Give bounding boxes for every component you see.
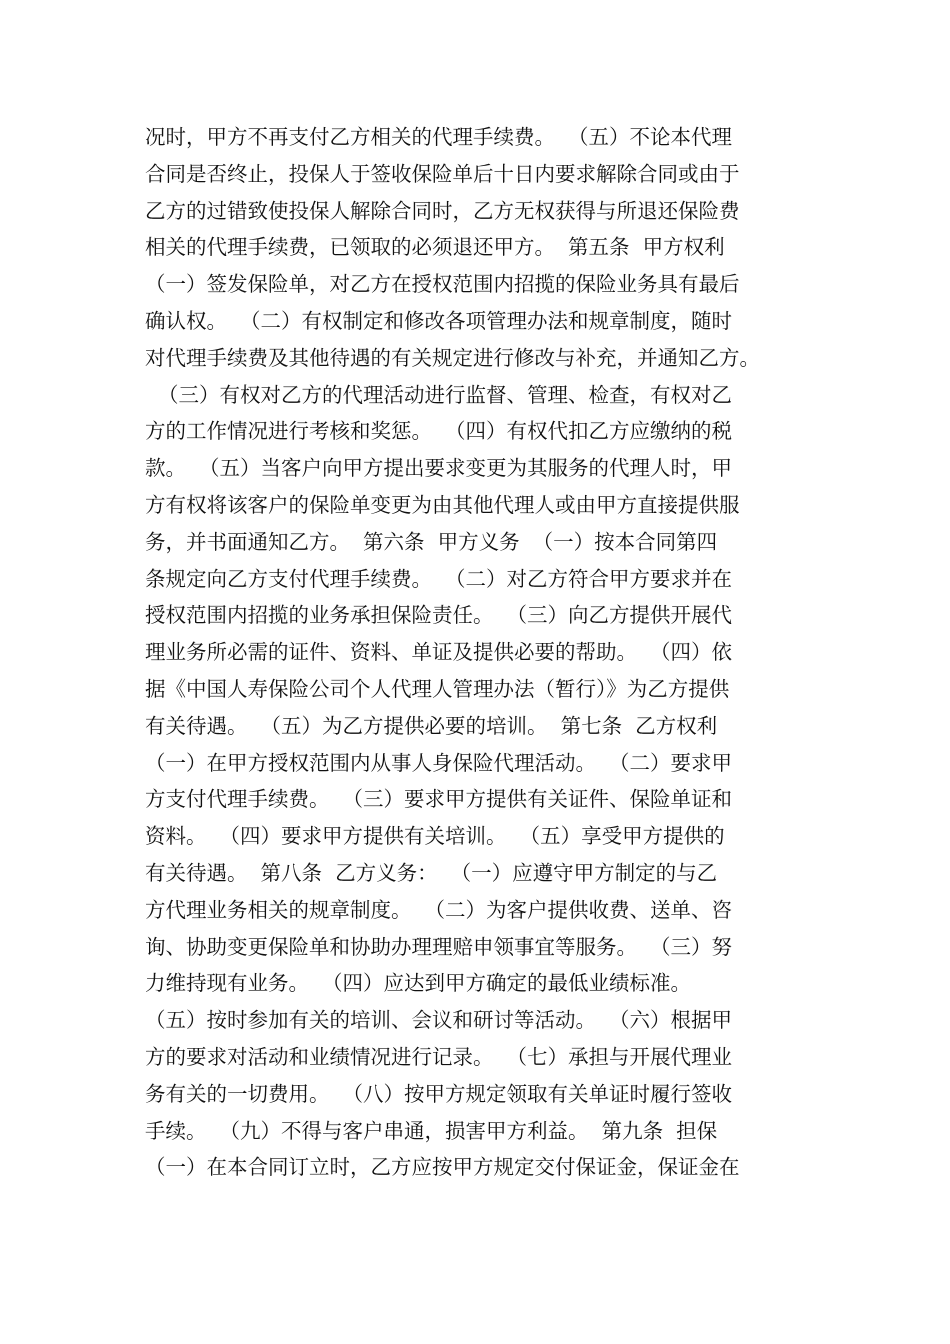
text-line: 资料。 （四）要求甲方提供有关培训。 （五）享受甲方提供的 [145,824,725,849]
text-line: （一）在本合同订立时，乙方应按甲方规定交付保证金，保证金在 [145,1155,740,1180]
text-line: 方有权将该客户的保险单变更为由其他代理人或由甲方直接提供服 [145,492,740,517]
text-line: 有关待遇。 （五）为乙方提供必要的培训。 第七条 乙方权利 [145,713,718,738]
text-line: 确认权。 （二）有权制定和修改各项管理办法和规章制度，随时 [145,308,733,333]
text-line: （一）在甲方授权范围内从事人身保险代理活动。 （二）要求甲 [145,750,733,775]
text-line: 况时，甲方不再支付乙方相关的代理手续费。 （五）不论本代理 [145,125,733,149]
text-line: 合同是否终止，投保人于签收保险单后十日内要求解除合同或由于 [145,161,740,186]
text-line: 条规定向乙方支付代理手续费。 （二）对乙方符合甲方要求并在 [145,566,733,591]
text-line: （一）签发保险单，对乙方在授权范围内招揽的保险业务具有最后 [145,272,740,297]
text-line: 方代理业务相关的规章制度。 （二）为客户提供收费、送单、咨 [145,897,733,922]
text-line: 相关的代理手续费，已领取的必须退还甲方。 第五条 甲方权利 [145,235,725,260]
contract-text-body [145,119,825,1186]
text-line: （三）有权对乙方的代理活动进行监督、管理、检查，有权对乙 [145,382,733,407]
text-line: 务，并书面通知乙方。 第六条 甲方义务 （一）按本合同第四 [145,529,718,554]
text-line: 方的工作情况进行考核和奖惩。 （四）有权代扣乙方应缴纳的税 [145,419,733,444]
text-line: 款。 （五）当客户向甲方提出要求变更为其服务的代理人时，甲 [145,456,733,481]
text-line: 理业务所必需的证件、资料、单证及提供必要的帮助。 （四）依 [145,640,733,665]
text-line: 方支付代理手续费。 （三）要求甲方提供有关证件、保险单证和 [145,787,733,812]
text-line: 询、协助变更保险单和协助办理理赔申领事宜等服务。 （三）努 [145,934,733,959]
text-line: 方的要求对活动和业绩情况进行记录。 （七）承担与开展代理业 [145,1044,733,1069]
text-line: 务有关的一切费用。 （八）按甲方规定领取有关单证时履行签收 [145,1081,733,1106]
text-line: （五）按时参加有关的培训、会议和研讨等活动。 （六）根据甲 [145,1008,733,1033]
text-line: 对代理手续费及其他待遇的有关规定进行修改与补充，并通知乙方。 [145,345,760,370]
text-line: 授权范围内招揽的业务承担保险责任。 （三）向乙方提供开展代 [145,603,733,628]
text-line: 乙方的过错致使投保人解除合同时，乙方无权获得与所退还保险费 [145,198,740,223]
text-line: 据《中国人寿保险公司个人代理人管理办法（暂行）》为乙方提供 [145,676,730,701]
text-line: 手续。 （九）不得与客户串通，损害甲方利益。 第九条 担保 [145,1118,718,1143]
text-line: 力维持现有业务。 （四）应达到甲方确定的最低业绩标准。 [145,971,692,996]
text-line: 有关待遇。 第八条 乙方义务： （一）应遵守甲方制定的与乙 [145,860,718,885]
